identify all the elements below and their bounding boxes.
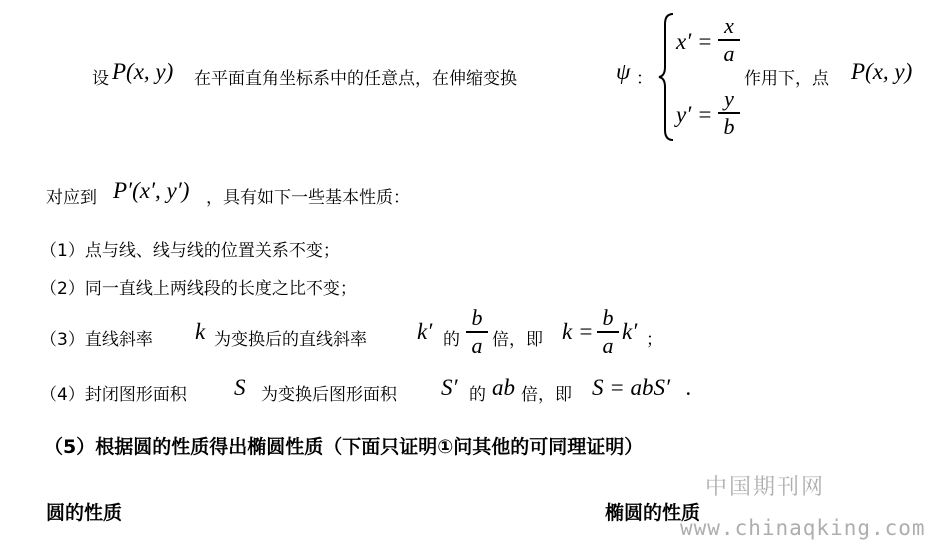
watermark-cn: 中国期刊网 [705, 475, 826, 500]
left-brace [658, 12, 676, 142]
item3-pre: （3）直线斜率 [40, 330, 153, 350]
item3-denominator-2: a [602, 332, 614, 358]
item3-mid: 为变换后的直线斜率 [214, 330, 367, 350]
line2-pre: 对应到 [46, 188, 97, 208]
watermark-url: www.chinaqking.com [680, 516, 926, 540]
property-item-1: （1）点与线、线与线的位置关系不变； [40, 241, 340, 261]
item4-pre: （4）封闭图形面积 [40, 385, 187, 405]
area-s: S [234, 375, 246, 400]
circle-properties-label: 圆的性质 [46, 502, 123, 524]
eq2-denominator: b [723, 113, 735, 139]
point-p: P(x, y) [112, 59, 174, 84]
line1-mid: 在平面直角坐标系中的任意点，在伸缩变换 [194, 69, 517, 89]
eq1-denominator: a [723, 40, 735, 66]
item4-end: . [686, 375, 692, 400]
line2-post: ，具有如下一些基本性质： [206, 188, 410, 208]
line1-pre: 设 [92, 69, 109, 89]
slope-k-prime: k′ [417, 319, 433, 344]
item4-equation: S = abS′ [592, 375, 671, 400]
item3-de: 的 [443, 330, 460, 350]
eq1-fraction [718, 14, 740, 66]
eq2-lhs: y′ = [676, 102, 713, 127]
eq1-lhs: x′ = [676, 29, 713, 54]
item3-numerator: b [471, 305, 483, 330]
item4-mid: 为变换后图形面积 [261, 385, 397, 405]
line1-post: 作用下，点 [744, 69, 829, 89]
point-p-2: P(x, y) [851, 59, 913, 84]
item3-end: ； [646, 330, 663, 350]
heading-5: （5）根据圆的性质得出椭圆性质（下面只证明①问其他的可同理证明） [44, 436, 644, 458]
item3-post: 倍，即 [492, 330, 543, 350]
property-item-2: （2）同一直线上两线段的长度之比不变； [40, 279, 357, 299]
slope-k: k [195, 319, 206, 344]
item4-post: 倍，即 [521, 385, 572, 405]
eq2-fraction [718, 87, 740, 139]
item3-rhs: k′ [622, 319, 638, 344]
factor-ab: ab [492, 375, 515, 400]
item4-de: 的 [469, 385, 486, 405]
line1-colon: ： [636, 69, 653, 89]
area-s-prime: S′ [441, 375, 458, 400]
point-p-prime: P′(x′, y′) [113, 178, 190, 203]
item3-lhs: k = [562, 319, 594, 344]
psi-symbol: ψ [616, 59, 631, 84]
item3-numerator-2: b [602, 305, 614, 330]
ellipse-properties-label: 椭圆的性质 [605, 502, 701, 524]
item3-fraction-2 [597, 306, 619, 358]
item3-fraction [466, 306, 488, 358]
eq2-numerator: y [724, 86, 734, 111]
item3-denominator: a [471, 332, 483, 358]
eq1-numerator: x [724, 13, 734, 38]
